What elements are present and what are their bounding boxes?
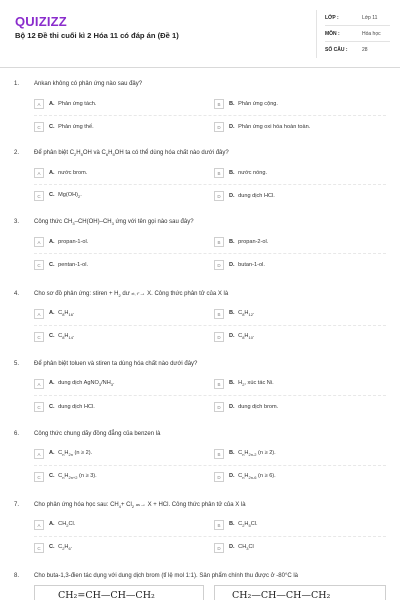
answer-option-c[interactable] [34,401,95,413]
answer-option-d[interactable] [214,259,265,271]
answer-option-d[interactable] [214,401,278,413]
option-letter-badge: A [34,520,44,530]
answer-option-c[interactable] [34,471,97,483]
option-text: C. pentan-1-ol. [49,262,89,268]
answer-option-b[interactable] [214,236,268,248]
answer-option-d[interactable] [214,331,254,343]
answer-option-b[interactable] [214,308,254,320]
option-text: D. Phản ứng oxi hóa hoàn toàn. [229,124,311,130]
meta-label: LỚP : [325,14,339,21]
option-text: B. nước nóng. [229,170,268,176]
option-text: D. $CH_3Cl$ [229,544,254,552]
option-divider [34,465,386,466]
option-letter-badge: D [214,191,224,201]
option-letter-badge: D [214,332,224,342]
option-text: B. $C_nH_{2n-2}$ (n ≥ 2). [229,450,276,458]
question-number: 5. [14,361,20,367]
option-letter-badge: C [34,260,44,270]
option-text: A. nước brom. [49,170,88,176]
question-number: 1. [14,81,20,87]
meta-label: SỐ CÂU : [325,47,348,53]
answer-option-c[interactable] [34,121,94,133]
meta-row-subject [325,26,390,42]
question-text: Cho phản ứng hóa học sau: $CH_4+ Cl_2$ as→ X + HCl. Công thức phân tử của X là [34,502,246,510]
answer-option-b[interactable] [214,98,278,110]
option-divider [34,184,386,185]
question-number: 6. [14,431,20,437]
meta-value: 28 [362,47,368,53]
answer-option-c[interactable] [34,331,74,343]
option-text: A. $CH_2Cl$. [49,521,76,529]
answer-option-c[interactable] [34,259,88,271]
answer-option-c[interactable] [34,190,82,202]
answer-option-a[interactable] [34,519,75,531]
option-text: C. $C_nH_{2n+2}$ (n ≥ 3). [49,473,97,481]
option-text: A. $C_nH_{2n}$ (n ≥ 2). [49,450,93,458]
question-number: 8. [14,573,20,579]
option-text: B. $H_2$, xúc tác Ni. [229,380,274,388]
question-text: Để phân biệt $C_2H_5OH$ và $C_6H_5OH$ ta có thể dùng hóa chất nào dưới đây? [34,150,229,158]
option-text: A. propan-1-ol. [49,239,89,245]
option-letter-badge: A [34,309,44,319]
meta-value: Hóa học [362,30,381,37]
question-number: 3. [14,219,20,225]
option-text: B. $C_8H_{12}$. [229,310,255,318]
page-title: Bộ 12 Đề thi cuối kì 2 Hóa 11 có đáp án (Đề 1) [15,31,179,40]
option-text: B. Phản ứng cộng. [229,101,278,107]
option-text: D. dung dịch HCl. [229,193,275,199]
option-text: B. propan-2-ol. [229,239,269,245]
option-text: C. $C_8H_{14}$. [49,333,75,341]
option-text: D. dung dịch brom. [229,404,279,410]
question-text: Cho buta-1,3-đien tác dụng với dung dịch brom (tỉ lệ mol 1:1). Sản phẩm chính thu được ở -80°C là [34,573,299,579]
quizizz-logo: QUIZIZZ [15,14,67,29]
meta-label: MÔN : [325,30,340,37]
option-divider [34,395,386,396]
answer-option-d[interactable] [214,471,276,483]
answer-option-a[interactable] [34,308,74,320]
option-text: D. butan-1-ol. [229,262,265,268]
answer-option-b[interactable] [214,519,258,531]
meta-value: Lớp 11 [362,14,378,21]
question-text: Cho sơ đồ phản ứng: stiren + $H_2$ dư xt, t°→ X. Công thức phân tử của X là [34,291,229,299]
option-text: A. $C_8H_{16}$. [49,310,75,318]
option-letter-badge: A [34,379,44,389]
meta-row-class [325,10,390,26]
option-divider [34,253,386,254]
option-text: D. $C_nH_{2n-6}$ (n ≥ 6). [229,473,276,481]
option-letter-badge: C [34,191,44,201]
meta-row-count [325,42,390,58]
answer-option-a[interactable] [34,448,92,460]
question-text: Ankan không có phản ứng nào sau đây? [34,81,143,87]
option-divider [34,536,386,537]
option-letter-badge: A [34,99,44,109]
answer-option-a[interactable] [34,167,87,179]
option-divider [34,115,386,116]
question-number: 7. [14,502,20,508]
option-text: D. $C_8H_{10}$. [229,333,255,341]
formula-a: CH₂=CH—CH—CH₂ [58,590,155,600]
formula-b: CH₂—CH—CH—CH₂ [232,590,331,600]
answer-option-b[interactable] [214,378,274,390]
option-letter-badge: D [214,402,224,412]
option-letter-badge: B [214,520,224,530]
question-text: Công thức $CH_3-CH(OH)-CH_3$ ứng với tên gọi nào sau đây? [34,219,194,227]
answer-option-a[interactable] [34,98,96,110]
option-letter-badge: B [214,379,224,389]
answer-option-a[interactable] [34,236,88,248]
answer-option-d[interactable] [214,542,254,554]
option-text: A. dung dịch $AgNO_3/NH_3$. [49,380,115,388]
answer-option-c[interactable] [34,542,72,554]
option-text: C. Phản ứng thế. [49,124,94,130]
question-number: 2. [14,150,20,156]
option-divider [34,325,386,326]
answer-option-b[interactable] [214,448,276,460]
option-letter-badge: D [214,122,224,132]
option-letter-badge: C [34,402,44,412]
answer-option-d[interactable] [214,121,310,133]
option-text: C. $C_2H_6$. [49,544,73,552]
option-letter-badge: A [34,237,44,247]
answer-option-b[interactable] [214,167,267,179]
option-letter-badge: D [214,472,224,482]
option-letter-badge: C [34,472,44,482]
answer-option-a[interactable] [34,378,115,390]
option-letter-badge: B [214,309,224,319]
option-letter-badge: B [214,449,224,459]
option-letter-badge: C [34,543,44,553]
option-text: A. Phản ứng tách. [49,101,97,107]
option-letter-badge: D [214,260,224,270]
option-letter-badge: B [214,99,224,109]
option-letter-badge: B [214,168,224,178]
option-letter-badge: B [214,237,224,247]
meta-table [316,10,390,58]
question-text: Công thức chung dãy đồng đẳng của benzen là [34,431,161,437]
option-text: C. dung dịch HCl. [49,404,95,410]
option-text: C. $Mg(OH)_2$. [49,192,82,200]
option-letter-badge: C [34,332,44,342]
answer-option-d[interactable] [214,190,275,202]
option-letter-badge: C [34,122,44,132]
question-number: 4. [14,291,20,297]
option-text: B. $C_2H_5Cl$. [229,521,258,529]
option-letter-badge: D [214,543,224,553]
worksheet-header [0,0,400,68]
option-letter-badge: A [34,168,44,178]
option-letter-badge: A [34,449,44,459]
question-text: Để phân biệt toluen và stiren ta dùng hóa chất nào dưới đây? [34,361,198,367]
